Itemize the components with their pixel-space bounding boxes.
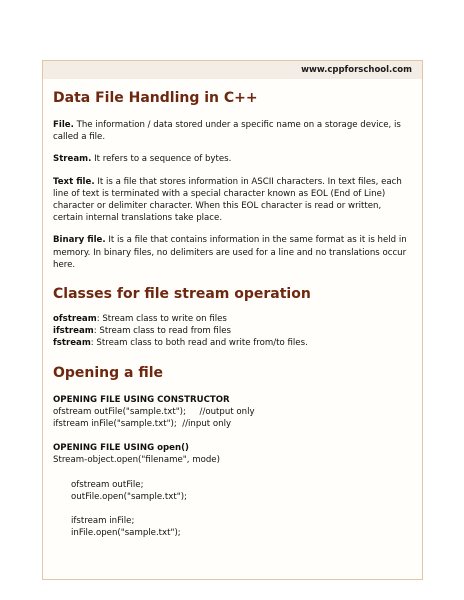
definition-text: It is a file that stores information in ASCII characters. In text files, each line of text is terminated with a special character known as EOL (End of Line) character or delimiter character. When this EOL character is read or written, certain internal translations take place. [53, 176, 402, 224]
code-constructor [53, 406, 412, 430]
definition-stream [53, 153, 412, 165]
definition-file [53, 119, 412, 143]
section-heading-opening: Opening a file [53, 364, 164, 381]
page-title: Data File Handling in C++ [53, 90, 258, 106]
class-list [53, 313, 412, 350]
open-syntax: Stream-object.open("filename", mode) [53, 455, 220, 466]
definition-term: File. [53, 120, 74, 130]
code-line: ifstream inFile; [71, 516, 135, 527]
document-body [53, 85, 412, 539]
code-line: ofstream outFile("sample.txt"); //output only [53, 406, 255, 417]
definition-text: The information / data stored under a specific name on a storage device, is called a file. [53, 120, 401, 143]
subheading-constructor: OPENING FILE USING CONSTRUCTOR [53, 394, 230, 405]
site-url[interactable]: www.cppforschool.com [301, 65, 412, 75]
class-item [53, 325, 412, 337]
class-item [53, 313, 412, 325]
class-name: fstream [53, 338, 91, 349]
class-description: : Stream class to write on files [96, 314, 227, 325]
code-line: ifstream inFile("sample.txt"); //input only [53, 419, 232, 430]
class-description: : Stream class to read from files [93, 326, 231, 337]
definition-text: It is a file that contains information in the same format as it is held in memory. In binary files, no delimiters are used for a line and no translations occur here. [53, 235, 407, 270]
definition-term: Stream. [53, 154, 92, 165]
section-heading-classes: Classes for file stream operation [53, 286, 311, 303]
definition-text-file [53, 176, 412, 225]
code-line: inFile.open("sample.txt"); [71, 528, 181, 539]
subheading-open-method: OPENING FILE USING open() [53, 443, 189, 454]
code-block-ifstream [53, 515, 412, 539]
class-description: : Stream class to both read and write from/to files. [90, 338, 308, 349]
code-line: outFile.open("sample.txt"); [71, 491, 187, 502]
definition-term: Text file. [53, 176, 95, 187]
definition-text: It refers to a sequence of bytes. [91, 154, 232, 165]
code-line: ofstream outFile; [71, 479, 144, 490]
class-name: ofstream [53, 314, 97, 325]
definition-binary-file [53, 234, 412, 271]
definition-term: Binary file. [53, 235, 106, 246]
site-header [43, 61, 422, 79]
class-item [53, 337, 412, 349]
document-page [42, 60, 423, 580]
class-name: ifstream [53, 326, 94, 337]
code-block-ofstream [53, 479, 412, 503]
